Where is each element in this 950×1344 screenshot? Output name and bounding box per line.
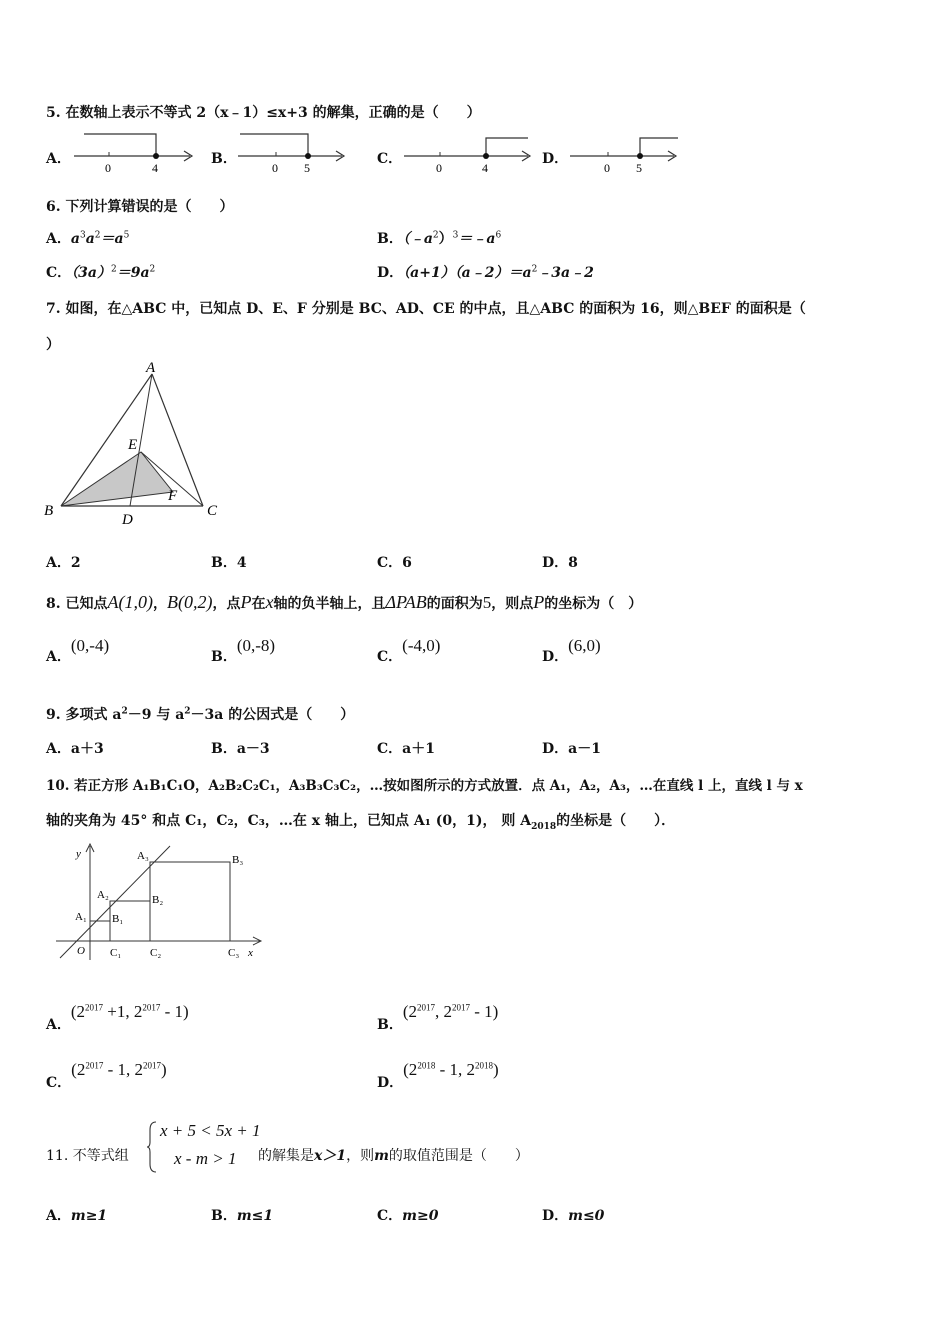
q5-b-label: B．: [211, 151, 237, 167]
q5-b-tick-5: 5: [304, 161, 310, 175]
q5-numberline-c: [402, 130, 537, 178]
q5-d-tick-0: 0: [604, 161, 610, 175]
q10-label-a1: A₁: [75, 911, 87, 923]
q10-label-x: x: [248, 947, 253, 959]
q11-prefix: 11. 不等式组: [46, 1148, 129, 1164]
q10-label-b1: B₁: [112, 913, 124, 925]
q5-c-tick-0: 0: [436, 161, 442, 175]
q8-point-b: B(0,2): [166, 592, 213, 612]
q6-option-b[interactable]: B．$(﹣a^2)^3=﹣a^6$: [377, 230, 502, 247]
q6-option-d[interactable]: D．$(a+1)(a﹣2)=a^2﹣3a﹣2$: [377, 264, 594, 281]
q11-brace: [146, 1120, 158, 1174]
q5-a-label: A．: [46, 151, 71, 167]
q7-stem-line1: 7. 如图，在△ABC 中，已知点 D、E、F 分别是 BC、AD、CE 的中点，且△ABC 的面积为 16，则△BEF 的面积是（: [46, 301, 806, 317]
q10-stem-line1: 10. 若正方形 A₁B₁C₁O，A₂B₂C₂C₁，A₃B₃C₃C₂，…按如图所示的方式放置．点 A₁，A₂，A₃，…在直线 l 上，直线 l 与 x: [46, 778, 803, 794]
q7-shaded-triangle-bef: [61, 452, 173, 506]
q10-label-b2: B₂: [152, 894, 164, 906]
q5-numberline-d: [568, 130, 683, 178]
q5-d-tick-5: 5: [636, 161, 642, 175]
q5-option-c[interactable]: [377, 148, 402, 168]
q7-option-b[interactable]: B．4: [211, 555, 247, 571]
q7-label-a: A: [146, 360, 156, 376]
q11-option-a[interactable]: A．m≥1: [46, 1208, 108, 1224]
q10-label-y: y: [76, 848, 81, 860]
q10-label-a3: A₃: [137, 850, 149, 862]
q10-option-c[interactable]: C．($2^{2017} - 1$, $2^{2017}$): [46, 1060, 167, 1091]
q10-label-b3: B₃: [232, 854, 244, 866]
q11-system-row2: x - m > 1: [174, 1149, 237, 1168]
q8-option-a[interactable]: A．(0,-4): [46, 636, 110, 665]
q5-option-d[interactable]: [542, 148, 568, 168]
q11-option-c[interactable]: C．m≥0: [377, 1208, 439, 1224]
q6-option-c[interactable]: C．$(3a)^2=9a^2$: [46, 264, 156, 281]
q8-option-c[interactable]: C．(-4,0): [377, 636, 441, 665]
q10-stem-line2: 轴的夹角为 45° 和点 C₁，C₂，C₃，…在 x 轴上，已知点 A₁ (0，1)， 则 $A_{2018}$的坐标是（ ）．: [46, 813, 676, 832]
q7-option-a[interactable]: A．2: [46, 555, 81, 571]
q10-option-b[interactable]: B．($2^{2017}$, $2^{2017} - 1$): [377, 1002, 499, 1033]
q7-label-d: D: [122, 512, 133, 528]
q7-label-b: B: [44, 503, 54, 519]
q10-option-d[interactable]: D．($2^{2018} - 1$, $2^{2018}$): [377, 1060, 499, 1091]
q10-label-c3: C₃: [228, 947, 240, 959]
q10-label-c2: C₂: [150, 947, 162, 959]
q8-point-a: A(1,0): [107, 592, 153, 612]
q9-stem: 9. 多项式 $a^2-9$ 与 $a^2-3a$ 的公因式是（ ）: [46, 706, 355, 723]
q7-triangle-figure: [40, 360, 230, 530]
q11-stem-rest: 的解集是x＞1，则m的取值范围是（ ）: [258, 1148, 529, 1164]
q10-label-o: O: [77, 945, 85, 957]
q6-stem: 6. 下列计算错误的是（ ）: [46, 199, 234, 215]
q10-option-a[interactable]: A．($2^{2017} +1$, $2^{2017} - 1$): [46, 1002, 189, 1033]
q11-option-d[interactable]: D．m≤0: [542, 1208, 605, 1224]
q11-system-row1: x + 5 < 5x + 1: [160, 1121, 261, 1140]
q7-option-d[interactable]: D．8: [542, 555, 578, 571]
q5-b-tick-0: 0: [272, 161, 278, 175]
q6-option-a[interactable]: A．$a^3a^2=a^5$: [46, 230, 130, 247]
q10-squares-figure: [50, 840, 270, 965]
q8-stem: 8. 已知点A(1,0)，B(0,2)，点P在x轴的负半轴上，且ΔPAB的面积为5，则点P的坐标为（ ）: [46, 592, 643, 612]
q8-option-b[interactable]: B．(0,-8): [211, 636, 276, 665]
q10-label-a2: A₂: [97, 889, 109, 901]
q9-option-c[interactable]: C．a＋1: [377, 741, 435, 757]
q5-c-label: C．: [377, 151, 403, 167]
q5-option-a[interactable]: [46, 148, 71, 168]
q7-label-c: C: [207, 503, 218, 519]
q9-option-d[interactable]: D．a－1: [542, 741, 601, 757]
q9-option-b[interactable]: B．a－3: [211, 741, 270, 757]
q5-d-label: D．: [542, 151, 569, 167]
q10-label-c1: C₁: [110, 947, 122, 959]
q7-label-f: F: [168, 488, 178, 504]
q7-label-e: E: [128, 437, 138, 453]
q7-stem-line2: ）: [46, 337, 60, 353]
q5-a-tick-0: 0: [105, 161, 111, 175]
q9-option-a[interactable]: A．a＋3: [46, 741, 104, 757]
q5-numberline-a: [72, 130, 202, 178]
q7-option-c[interactable]: C．6: [377, 555, 412, 571]
q11-option-b[interactable]: B．m≤1: [211, 1208, 274, 1224]
q5-a-tick-4: 4: [152, 161, 158, 175]
q5-option-b[interactable]: [211, 148, 237, 168]
q5-c-tick-4: 4: [482, 161, 488, 175]
q5-numberline-b: [236, 130, 356, 178]
q8-option-d[interactable]: D．(6,0): [542, 636, 601, 665]
q5-stem: 5. 在数轴上表示不等式 2（x﹣1）≤x+3 的解集，正确的是（ ）: [46, 105, 481, 121]
